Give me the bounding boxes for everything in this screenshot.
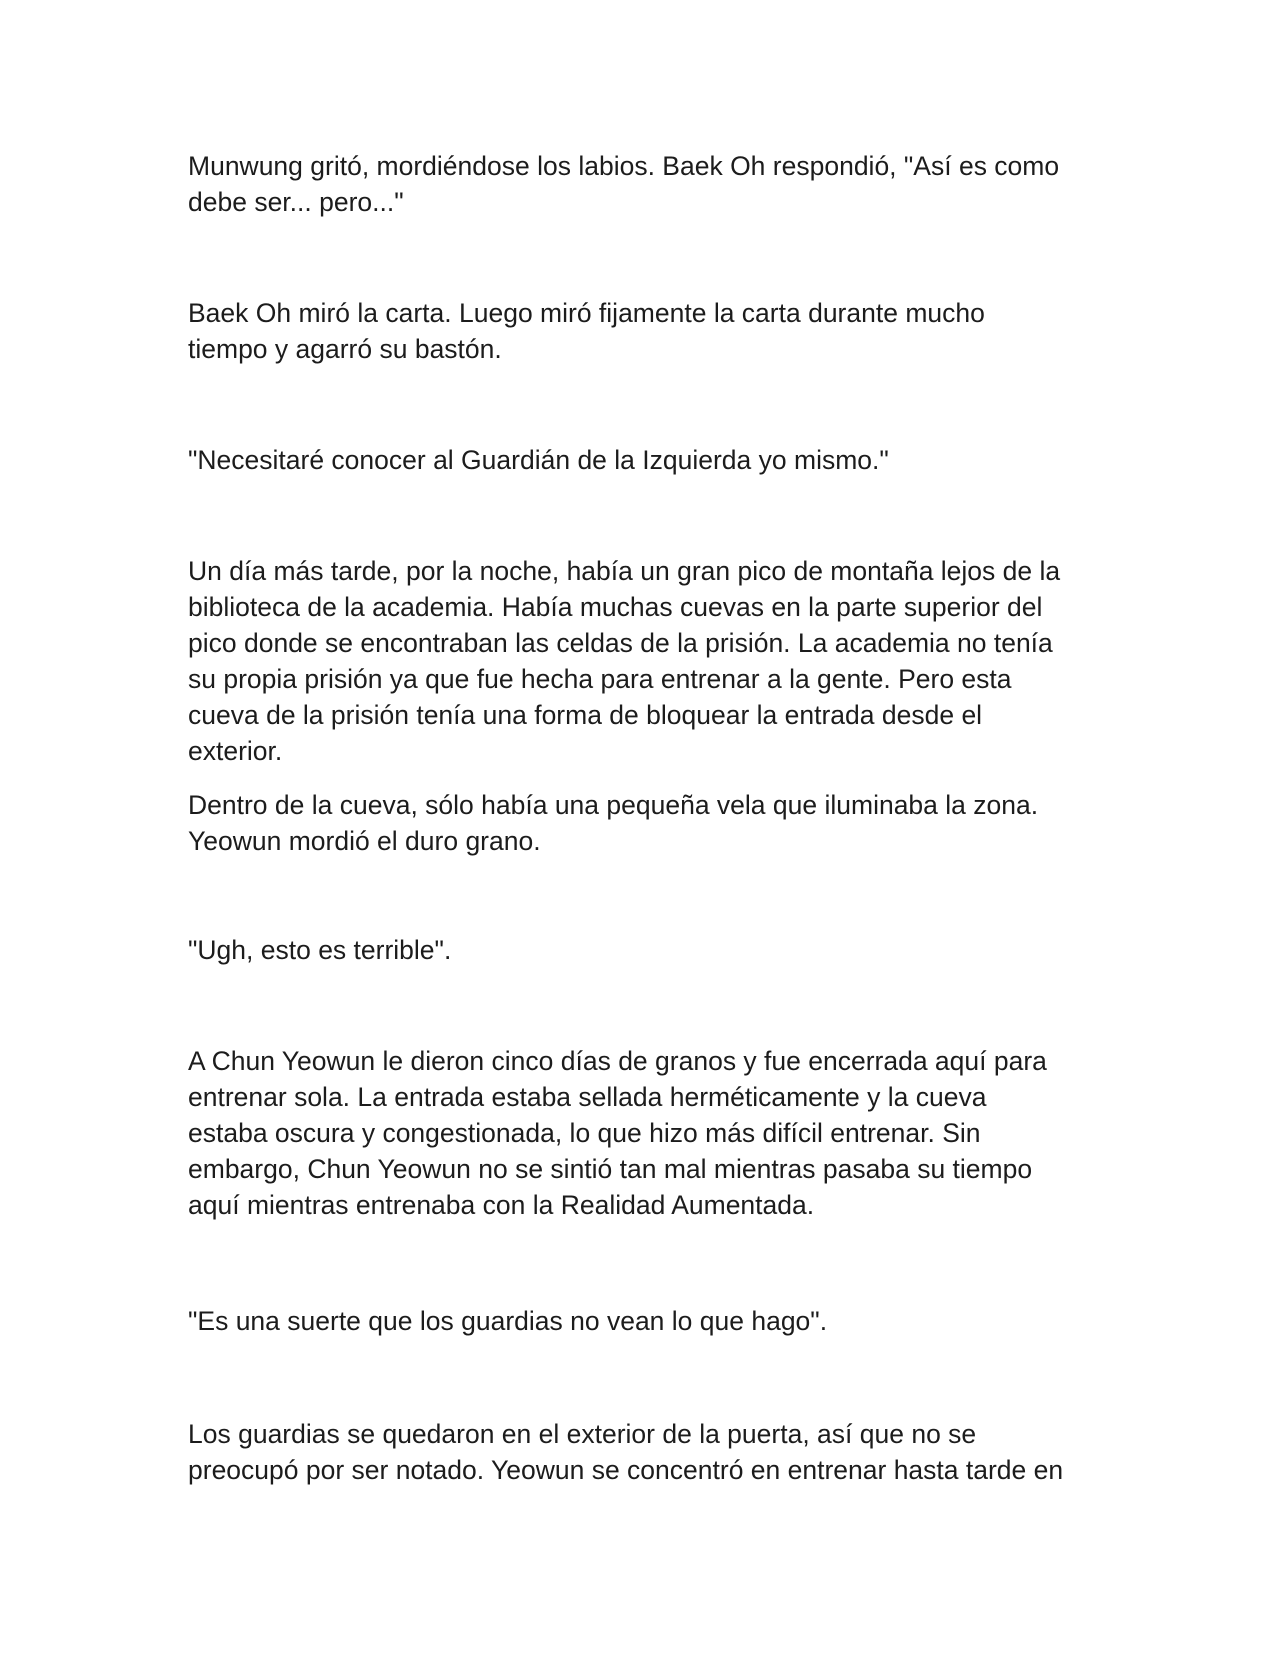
paragraph-line: debe ser... pero..." (188, 187, 404, 217)
paragraph-7 (188, 1043, 1088, 1223)
paragraph-6 (188, 932, 1088, 968)
paragraph-line: "Ugh, esto es terrible". (188, 935, 452, 965)
paragraph-line: estaba oscura y congestionada, lo que hizo más difícil entrenar. Sin (188, 1118, 981, 1148)
paragraph-line: "Necesitaré conocer al Guardián de la Izquierda yo mismo." (188, 445, 889, 475)
paragraph-line: Dentro de la cueva, sólo había una pequeña vela que iluminaba la zona. (188, 790, 1039, 820)
paragraph-line: Yeowun mordió el duro grano. (188, 826, 541, 856)
paragraph-line: Baek Oh miró la carta. Luego miró fijamente la carta durante mucho (188, 298, 985, 328)
paragraph-2 (188, 295, 1088, 367)
paragraph-line: tiempo y agarró su bastón. (188, 334, 502, 364)
paragraph-3 (188, 442, 1088, 478)
paragraph-line: Un día más tarde, por la noche, había un gran pico de montaña lejos de la (188, 556, 1061, 586)
paragraph-line: preocupó por ser notado. Yeowun se concentró en entrenar hasta tarde en (188, 1455, 1064, 1485)
paragraph-line: cueva de la prisión tenía una forma de bloquear la entrada desde el (188, 700, 983, 730)
paragraph-9 (188, 1416, 1088, 1488)
paragraph-line: su propia prisión ya que fue hecha para entrenar a la gente. Pero esta (188, 664, 1012, 694)
paragraph-line: entrenar sola. La entrada estaba sellada herméticamente y la cueva (188, 1082, 987, 1112)
paragraph-5 (188, 787, 1088, 859)
paragraph-line: exterior. (188, 736, 283, 766)
paragraph-1 (188, 148, 1088, 220)
paragraph-line: pico donde se encontraban las celdas de la prisión. La academia no tenía (188, 628, 1053, 658)
paragraph-line: embargo, Chun Yeowun no se sintió tan mal mientras pasaba su tiempo (188, 1154, 1033, 1184)
paragraph-line: "Es una suerte que los guardias no vean lo que hago". (188, 1306, 828, 1336)
paragraph-line: biblioteca de la academia. Había muchas cuevas en la parte superior del (188, 592, 1043, 622)
paragraph-line: A Chun Yeowun le dieron cinco días de granos y fue encerrada aquí para (188, 1046, 1047, 1076)
paragraph-4 (188, 553, 1088, 769)
paragraph-line: Los guardias se quedaron en el exterior de la puerta, así que no se (188, 1419, 977, 1449)
paragraph-line: Munwung gritó, mordiéndose los labios. Baek Oh respondió, "Así es como (188, 151, 1060, 181)
paragraph-line: aquí mientras entrenaba con la Realidad Aumentada. (188, 1190, 815, 1220)
paragraph-8 (188, 1303, 1088, 1339)
